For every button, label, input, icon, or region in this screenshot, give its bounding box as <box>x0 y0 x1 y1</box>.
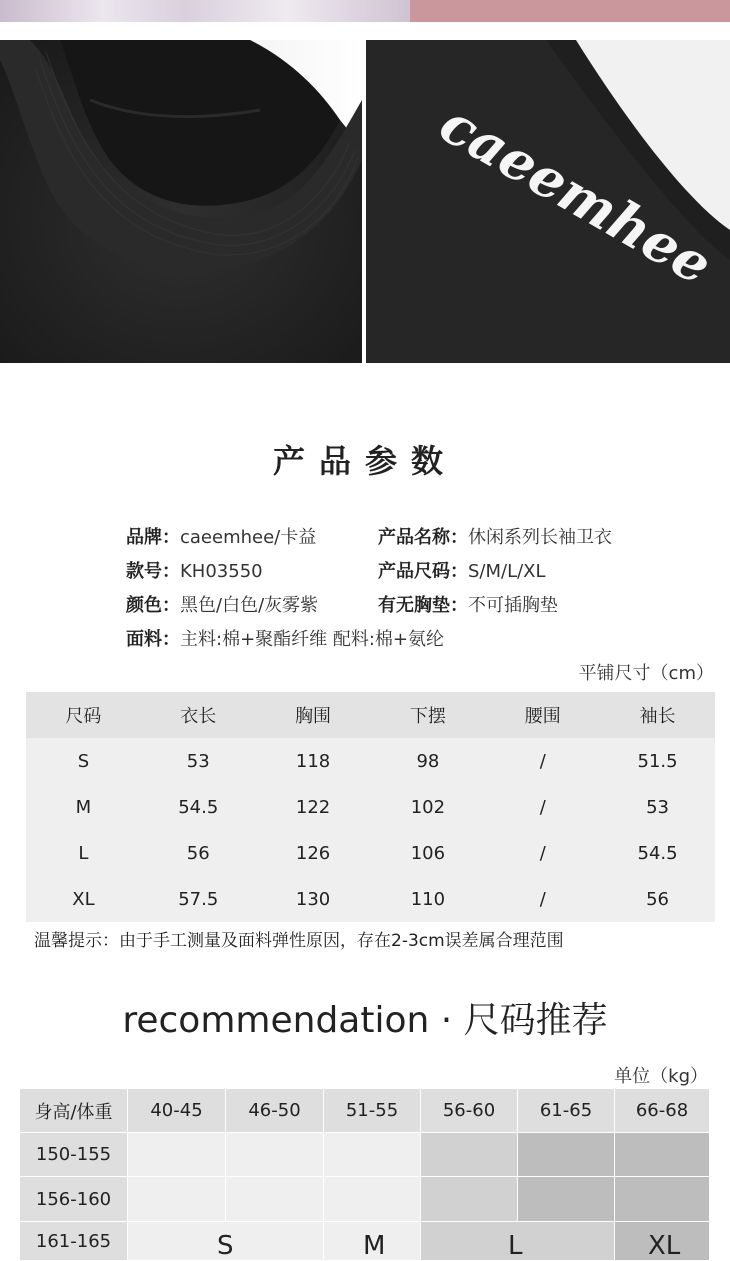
recommendation-title: recommendation · 尺码推荐 <box>122 1000 608 1041</box>
table-cell: 54.5 <box>141 784 256 830</box>
grid-cell <box>324 1177 421 1222</box>
weight-header: 61-65 <box>518 1089 615 1133</box>
table-cell: 102 <box>370 784 485 830</box>
table-row <box>26 738 715 784</box>
collar-detail-photo <box>0 40 362 363</box>
table-cell: / <box>485 876 600 922</box>
grid-cell <box>226 1177 324 1222</box>
height-header: 156-160 <box>20 1177 128 1222</box>
size-label-s: S <box>217 1231 234 1261</box>
table-cell: 51.5 <box>600 738 715 784</box>
param-brand: 品牌：caeemhee/卡益 <box>126 527 317 548</box>
table-cell: 54.5 <box>600 830 715 876</box>
size-table-header <box>26 692 715 738</box>
table-cell: 130 <box>256 876 371 922</box>
grid-cell <box>518 1133 615 1177</box>
grid-cell <box>324 1133 421 1177</box>
header-cell: 胸围 <box>256 692 371 738</box>
weight-unit-label: 单位（kg） <box>614 1066 708 1087</box>
grid-cell <box>518 1177 615 1222</box>
top-photo-strip <box>0 0 730 22</box>
brand-logo-script: caeemhee <box>429 90 723 298</box>
grid-cell <box>615 1177 710 1222</box>
header-cell: 衣长 <box>141 692 256 738</box>
size-recommendation-grid <box>20 1089 710 1261</box>
header-cell: 尺码 <box>26 692 141 738</box>
measurement-tip: 温馨提示：由于手工测量及面料弹性原因，存在2-3cm误差属合理范围 <box>34 931 564 951</box>
weight-header: 51-55 <box>324 1089 421 1133</box>
header-cell: 腰围 <box>485 692 600 738</box>
table-cell: 122 <box>256 784 371 830</box>
size-label-l: L <box>508 1231 523 1261</box>
sleeve-logo-photo <box>366 40 730 363</box>
header-cell: 下摆 <box>370 692 485 738</box>
top-photo-right <box>410 0 730 22</box>
height-header: 150-155 <box>20 1133 128 1177</box>
header-cell: 袖长 <box>600 692 715 738</box>
table-cell: 56 <box>600 876 715 922</box>
param-name: 产品名称：休闲系列长袖卫衣 <box>378 527 612 548</box>
table-cell: 56 <box>141 830 256 876</box>
table-cell: L <box>26 830 141 876</box>
weight-header: 40-45 <box>128 1089 226 1133</box>
size-label-m: M <box>363 1231 386 1261</box>
weight-header: 66-68 <box>615 1089 710 1133</box>
table-cell: 98 <box>370 738 485 784</box>
table-row <box>26 876 715 922</box>
top-photo-left <box>0 0 410 22</box>
grid-cell <box>128 1133 226 1177</box>
grid-cell <box>421 1133 518 1177</box>
table-row <box>26 784 715 830</box>
size-unit-label: 平铺尺寸（cm） <box>578 663 714 684</box>
table-cell: 106 <box>370 830 485 876</box>
weight-header: 46-50 <box>226 1089 324 1133</box>
param-size: 产品尺码：S/M/L/XL <box>378 561 546 582</box>
grid-cell <box>128 1177 226 1222</box>
table-cell: / <box>485 784 600 830</box>
table-cell: / <box>485 738 600 784</box>
table-cell: 118 <box>256 738 371 784</box>
size-table <box>26 692 715 922</box>
grid-cell <box>226 1133 324 1177</box>
table-cell: M <box>26 784 141 830</box>
table-cell: S <box>26 738 141 784</box>
table-cell: 110 <box>370 876 485 922</box>
param-color: 颜色：黑色/白色/灰雾紫 <box>126 595 319 616</box>
grid-cell <box>615 1133 710 1177</box>
size-label-xl: XL <box>648 1231 681 1261</box>
height-header: 161-165 <box>20 1222 128 1261</box>
table-cell: 57.5 <box>141 876 256 922</box>
table-cell: 126 <box>256 830 371 876</box>
grid-cell <box>421 1177 518 1222</box>
table-cell: XL <box>26 876 141 922</box>
product-params-title: 产品参数 <box>272 442 457 480</box>
param-pad: 有无胸垫：不可插胸垫 <box>378 595 558 616</box>
table-cell: 53 <box>600 784 715 830</box>
table-cell: 53 <box>141 738 256 784</box>
corner-header: 身高/体重 <box>20 1089 128 1133</box>
table-cell: / <box>485 830 600 876</box>
table-row <box>26 830 715 876</box>
param-fabric: 面料：主料:棉+聚酯纤维 配料:棉+氨纶 <box>126 629 445 650</box>
weight-header: 56-60 <box>421 1089 518 1133</box>
param-code: 款号：KH03550 <box>126 561 263 582</box>
